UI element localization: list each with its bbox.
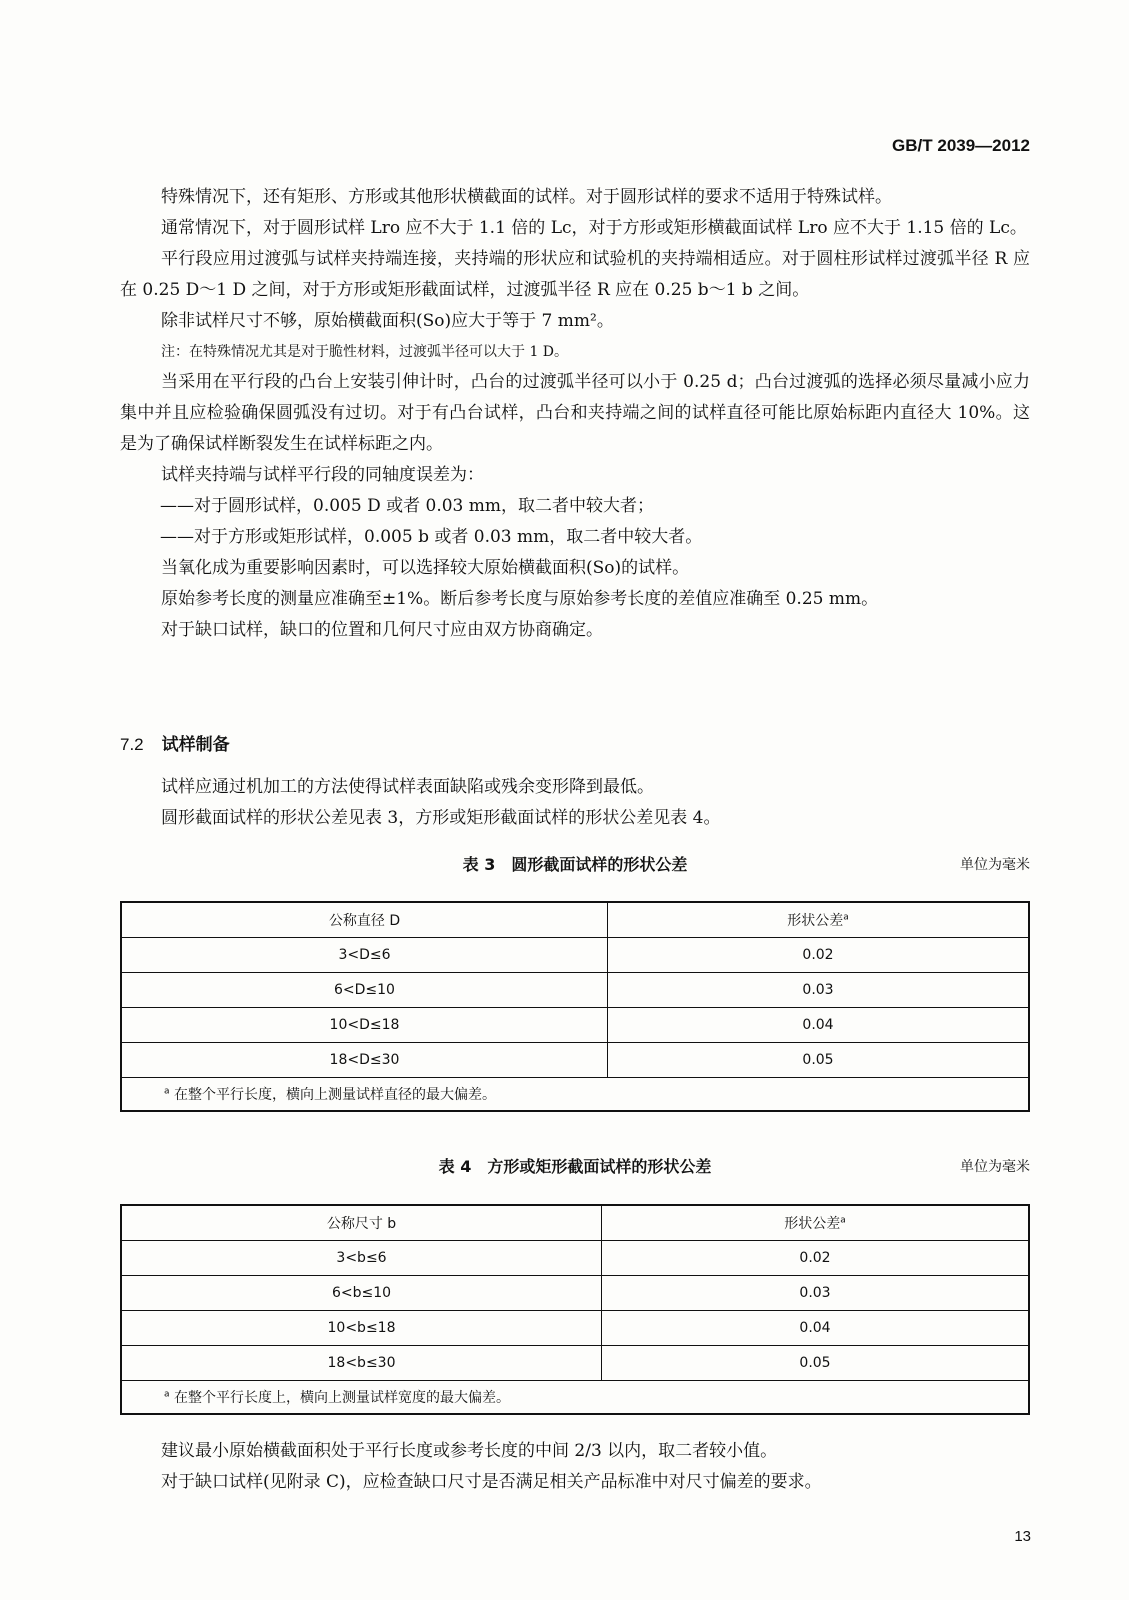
header-cell: 形状公差$^a$ <box>602 1205 1029 1241</box>
table4 <box>120 1204 1030 1415</box>
paragraph: 除非试样尺寸不够，原始横截面积(So)应大于等于 7 mm²。 <box>161 311 614 331</box>
paragraph: 原始参考长度的测量应准确至±1%。断后参考长度与原始参考长度的差值应准确至 0.25 mm。 <box>161 589 879 609</box>
paragraph: 圆形截面试样的形状公差见表 3，方形或矩形截面试样的形状公差见表 4。 <box>161 808 721 828</box>
table-cell: 10<b≤18 <box>121 1311 602 1346</box>
paragraph: 当氧化成为重要影响因素时，可以选择较大原始横截面积(So)的试样。 <box>161 558 690 578</box>
table-cell: 10<D≤18 <box>121 1008 607 1043</box>
footnote-mark: a <box>164 1086 170 1097</box>
paragraph: 对于缺口试样(见附录 C)，应检查缺口尺寸是否满足相关产品标准中对尺寸偏差的要求。 <box>161 1472 822 1492</box>
footnote-mark: a <box>840 1215 846 1226</box>
table3-caption: 表 3 圆形截面试样的形状公差 <box>462 855 688 874</box>
table-footnote: $^a$ 在整个平行长度上，横向上测量试样宽度的最大偏差。 <box>121 1381 1029 1415</box>
table-cell: 18<D≤30 <box>121 1043 607 1078</box>
table-row <box>121 1311 1029 1346</box>
table-cell: 0.03 <box>607 973 1029 1008</box>
table-cell: 3<b≤6 <box>121 1241 602 1276</box>
table-footnote: $^a$ 在整个平行长度，横向上测量试样直径的最大偏差。 <box>121 1078 1029 1112</box>
table-cell: 0.04 <box>602 1311 1029 1346</box>
table-cell: 3<D≤6 <box>121 938 607 973</box>
paragraph: 试样夹持端与试样平行段的同轴度误差为： <box>161 465 484 485</box>
table-cell: 0.05 <box>602 1346 1029 1381</box>
table3-block <box>120 852 1030 880</box>
standard-code: GB/T 2039—2012 <box>892 136 1030 155</box>
section-heading <box>120 730 1030 755</box>
header-cell: 公称尺寸 b <box>121 1205 602 1241</box>
header-cell: 形状公差$^a$ <box>607 902 1029 938</box>
paragraph: 通常情况下，对于圆形试样 Lro 应不大于 1.1 倍的 Lc，对于方形或矩形横截面试样 Lro 应不大于 1.15 倍的 Lc。 <box>161 218 1027 238</box>
section-7-2 <box>120 730 1030 755</box>
section-number: 7.2 <box>120 735 144 754</box>
table-row <box>121 973 1029 1008</box>
page-number: 13 <box>1014 1528 1031 1545</box>
table-footnote-row <box>121 1381 1029 1415</box>
table4-caption: 表 4 方形或矩形截面试样的形状公差 <box>438 1157 712 1176</box>
section-title: 试样制备 <box>161 735 230 755</box>
table-cell: 6<b≤10 <box>121 1276 602 1311</box>
note: 注：在特殊情况尤其是对于脆性材料，过渡弧半径可以大于 1 D。 <box>161 344 569 360</box>
table4-container <box>120 1204 1030 1415</box>
table-cell: 0.05 <box>607 1043 1029 1078</box>
table-cell: 18<b≤30 <box>121 1346 602 1381</box>
paragraph: 试样应通过机加工的方法使得试样表面缺陷或残余变形降到最低。 <box>161 777 654 797</box>
table-header-row <box>121 902 1029 938</box>
paragraph: 平行段应用过渡弧与试样夹持端连接，夹持端的形状应和试验机的夹持端相适应。对于圆柱形试样过渡弧半径 R 应在 0.25 D～1 D 之间，对于方形或矩形截面试样，过渡弧半径 R 应在 0.25 b～1 b 之间。 <box>120 249 1030 300</box>
table4-block <box>120 1154 1030 1182</box>
table-row <box>121 1276 1029 1311</box>
paragraph: 建议最小原始横截面积处于平行长度或参考长度的中间 2/3 以内，取二者较小值。 <box>161 1441 778 1461</box>
upper-text-block <box>120 182 1030 646</box>
bottom-text-block <box>120 1436 1030 1498</box>
table4-unit: 单位为毫米 <box>960 1159 1030 1175</box>
table-row <box>121 1043 1029 1078</box>
dash-list-item: ——对于方形或矩形试样，0.005 b 或者 0.03 mm，取二者中较大者。 <box>160 527 703 547</box>
table-row <box>121 1008 1029 1043</box>
section-text-block <box>120 772 1030 834</box>
dash-list-item: ——对于圆形试样，0.005 D 或者 0.03 mm，取二者中较大者； <box>160 496 655 516</box>
table-cell: 6<D≤10 <box>121 973 607 1008</box>
table-row <box>121 1241 1029 1276</box>
table3-container <box>120 901 1030 1112</box>
table-header-row <box>121 1205 1029 1241</box>
table3-unit: 单位为毫米 <box>960 857 1030 873</box>
header-cell: 公称直径 D <box>121 902 607 938</box>
paragraph: 特殊情况下，还有矩形、方形或其他形状横截面的试样。对于圆形试样的要求不适用于特殊试样。 <box>161 187 892 207</box>
table-row <box>121 938 1029 973</box>
table-cell: 0.04 <box>607 1008 1029 1043</box>
table-cell: 0.02 <box>602 1241 1029 1276</box>
table3 <box>120 901 1030 1112</box>
paragraph: 当采用在平行段的凸台上安装引伸计时，凸台的过渡弧半径可以小于 0.25 d；凸台过渡弧的选择必须尽量减小应力集中并且应检验确保圆弧没有过切。对于有凸台试样，凸台和夹持端之间的试样直径可能比原始标距内直径大 10%。这是为了确保试样断裂发生在试样标距之内。 <box>120 372 1030 454</box>
footnote-mark: a <box>164 1389 170 1400</box>
paragraph: 对于缺口试样，缺口的位置和几何尺寸应由双方协商确定。 <box>161 620 603 640</box>
table-footnote-row <box>121 1078 1029 1112</box>
table-cell: 0.03 <box>602 1276 1029 1311</box>
footnote-mark: a <box>843 912 849 923</box>
table-cell: 0.02 <box>607 938 1029 973</box>
table-row <box>121 1346 1029 1381</box>
